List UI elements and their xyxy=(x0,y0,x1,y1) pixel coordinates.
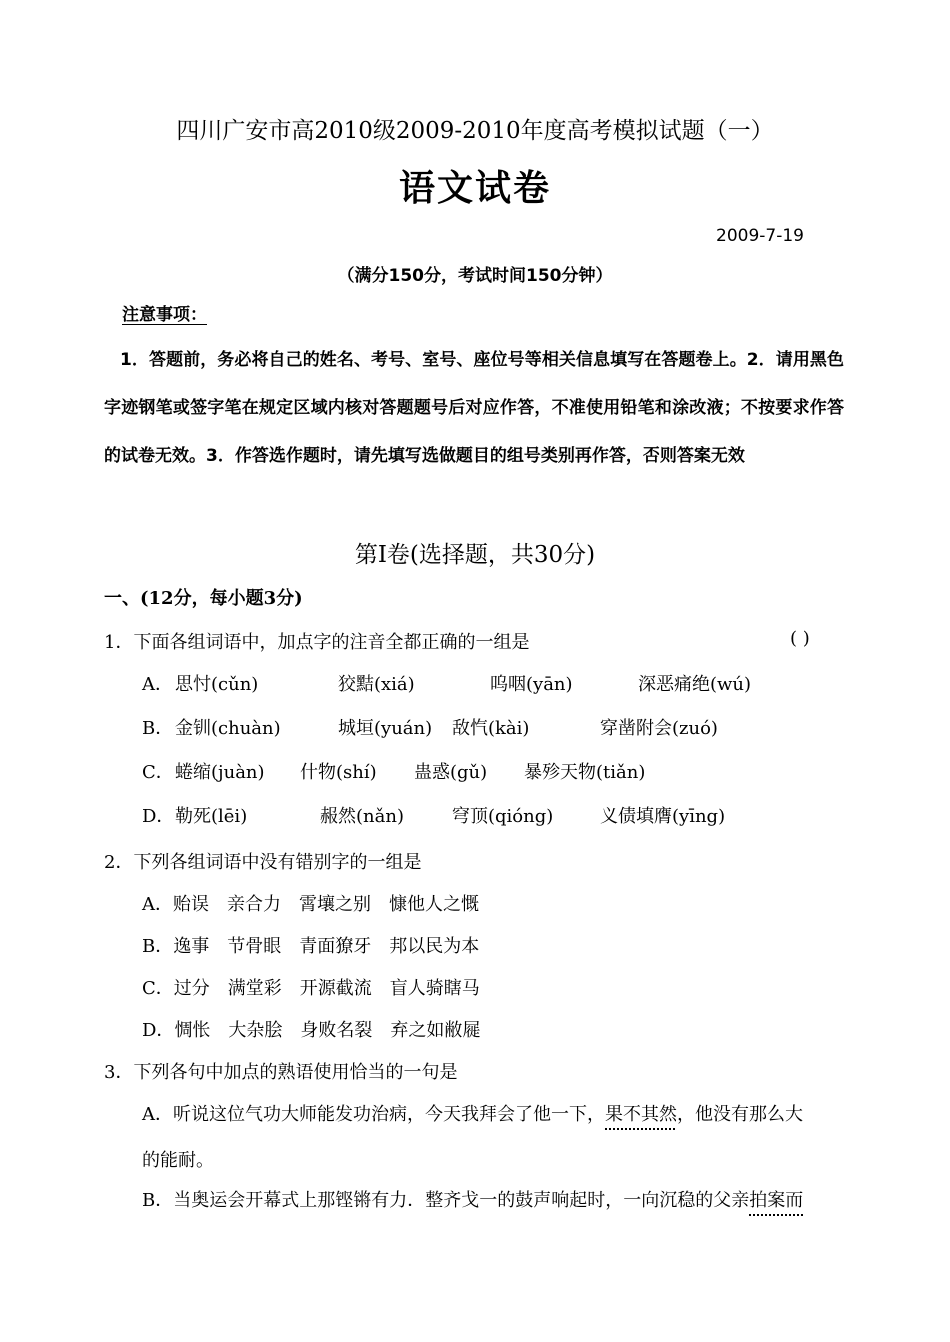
q3-option-a-line2: 的能耐。 xyxy=(142,1150,214,1171)
q1-option-c-item: 蛊惑(gǔ) xyxy=(414,762,488,783)
section-title: 第Ⅰ卷(选择题，共30分) xyxy=(354,542,596,568)
q1-option-a-item: 深恶痛绝(wú) xyxy=(638,674,752,695)
q2-option-c: C．过分 满堂彩 开源截流 盲人骑瞎马 xyxy=(142,978,480,999)
q1-option-b-label: B． xyxy=(142,718,174,739)
q1-option-a-item: 思忖(cǔn) xyxy=(175,674,259,695)
exam-date: 2009-7-19 xyxy=(716,226,804,246)
exam-title-line1: 四川广安市高2010级2009-2010年度高考模拟试题（一） xyxy=(176,118,774,144)
part-heading: 一、(12分，每小题3分) xyxy=(104,588,303,609)
q1-option-a-item: 呜咽(yān) xyxy=(490,674,573,695)
q2-stem: 2．下列各组词语中没有错别字的一组是 xyxy=(104,852,422,873)
q2-option-b: B．逸事 节骨眼 青面獠牙 邦以民为本 xyxy=(142,936,480,957)
q1-option-b-item: 穿凿附会(zuó) xyxy=(600,718,718,739)
score-note: （满分150分，考试时间150分钟） xyxy=(337,266,613,286)
q1-option-c-item: 什物(shí) xyxy=(300,762,377,783)
exam-title-line2: 语文试卷 xyxy=(398,167,551,209)
q1-bracket: ( ) xyxy=(790,628,810,649)
q3-option-a-text: A．听说这位气功大师能发功治病，今天我拜会了他一下， xyxy=(142,1104,605,1125)
q1-option-d-item: 勒死(lēi) xyxy=(175,806,248,827)
q3-option-a-line1 xyxy=(142,1100,803,1126)
q1-option-c-item: 暴殄天物(tiǎn) xyxy=(524,762,646,783)
q3-option-b-text: B．当奥运会开幕式上那铿锵有力．整齐戈一的鼓声响起时，一向沉稳的父亲 xyxy=(142,1190,750,1211)
q2-option-a: A．贻误 亲合力 霄壤之别 慷他人之慨 xyxy=(142,894,479,915)
q1-option-a-label: A． xyxy=(142,674,173,695)
q1-option-c-label: C． xyxy=(142,762,174,783)
notice-body: 1．答题前，务必将自己的姓名、考号、室号、座位号等相关信息填写在答题卷上。2．请用黑色字迹钢笔或签字笔在规定区域内核对答题题号后对应作答，不准使用铅笔和涂改液；不按要求作答的试卷无效。3．作答选作题时，请先填写选做题目的组号类别再作答，否则答案无效 xyxy=(104,350,844,466)
q1-option-d-item: 穹顶(qióng) xyxy=(452,806,554,827)
q2-option-d: D．惆怅 大杂脍 身败名裂 弃之如敝屣 xyxy=(142,1020,481,1041)
q1-option-d-item: 义债填膺(yīng) xyxy=(600,806,726,827)
q1-option-d-item: 赧然(nǎn) xyxy=(320,806,404,827)
q1-option-c-item: 蜷缩(juàn) xyxy=(175,762,265,783)
q1-stem: 1．下面各组词语中，加点字的注音全都正确的一组是 xyxy=(104,632,530,653)
notice-heading: 注意事项： xyxy=(122,305,207,325)
q3-option-b-idiom: 拍案而 xyxy=(749,1190,804,1211)
q1-option-b-item: 金钏(chuàn) xyxy=(175,718,281,739)
q1-option-a-item: 狡黠(xiá) xyxy=(338,674,415,695)
q3-option-a-text-end: ，他没有那么大 xyxy=(677,1104,803,1125)
q1-option-d-label: D． xyxy=(142,806,175,827)
q3-option-a-idiom: 果不其然 xyxy=(605,1104,677,1125)
q3-stem: 3．下列各句中加点的熟语使用恰当的一句是 xyxy=(104,1062,458,1083)
q1-option-b-item: 敌忾(kài) xyxy=(452,718,530,739)
q3-option-b-line1 xyxy=(142,1186,803,1212)
q1-option-b-item: 城垣(yuán) xyxy=(338,718,433,739)
